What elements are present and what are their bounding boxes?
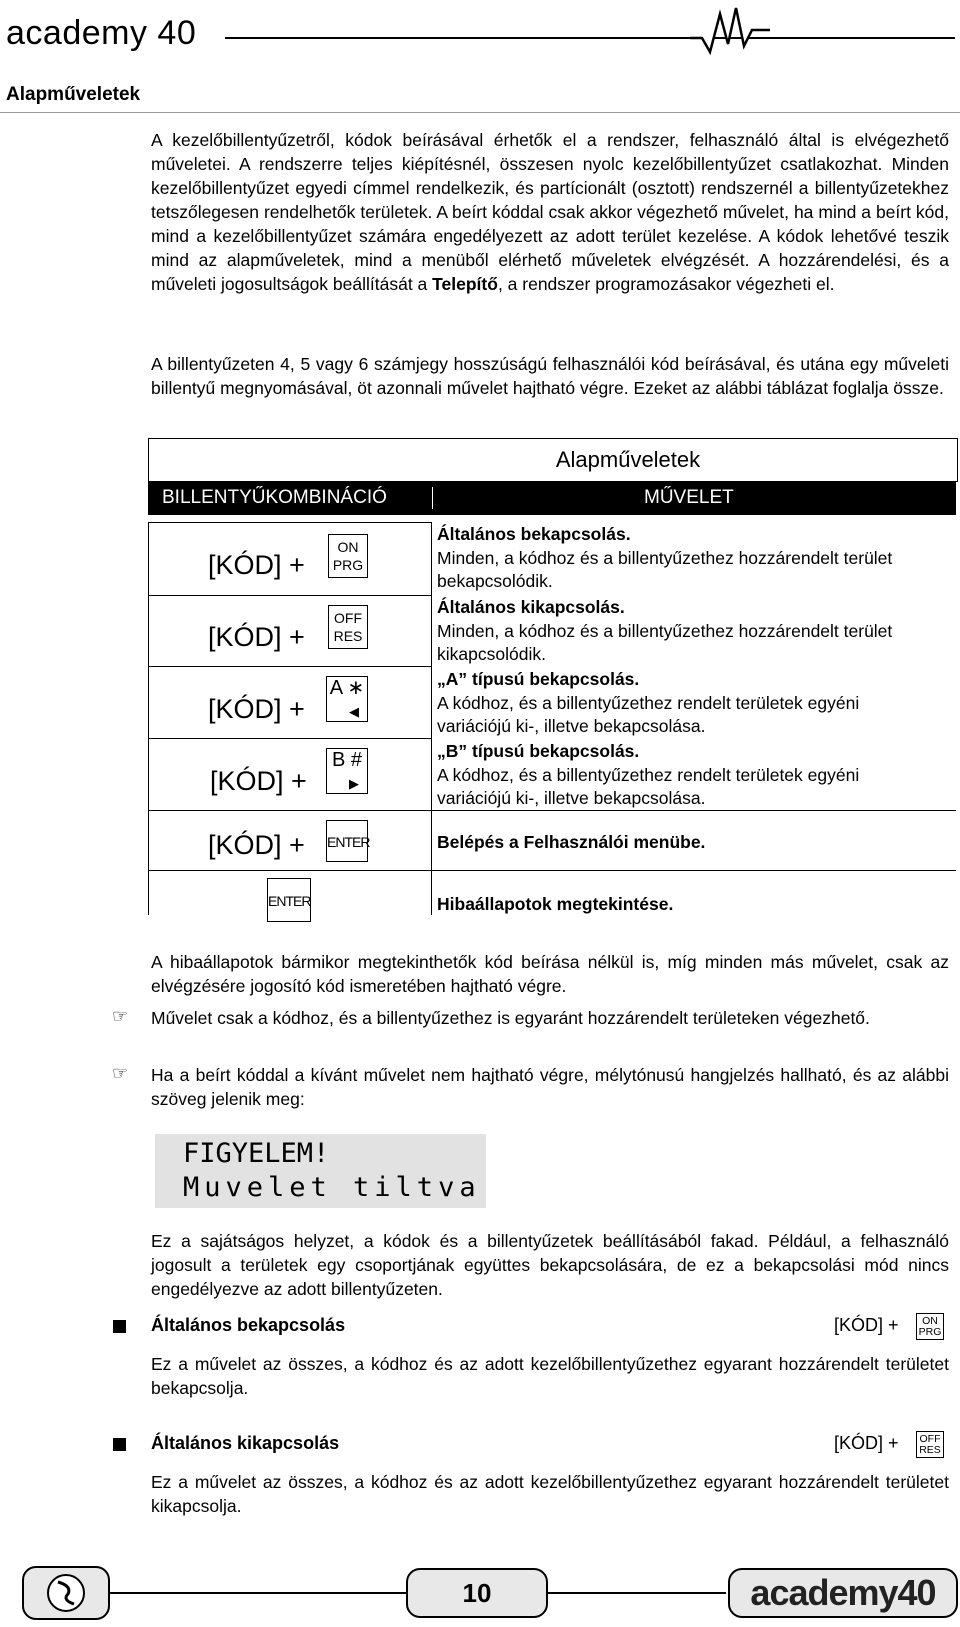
- table-row: „A” típusú bekapcsolás. A kódhoz, és a billentyűzethez rendelt területek egyéni variációjú ki-, illetve bekapcsolása.: [437, 669, 860, 736]
- section-heading: Általános bekapcsolás: [151, 1315, 346, 1335]
- table-header: [148, 481, 956, 515]
- on-prg-key-icon: ON PRG: [328, 534, 368, 578]
- combo-label: [KÓD] +: [834, 1433, 899, 1453]
- view-faults-note: A hibaállapotok bármikor megtekinthetők kód beírása nélkül is, míg minden más művelet, csak az elvégzésére jogosító kód ismeretében hajtható végre.: [151, 952, 949, 996]
- a-star-key-icon: A ∗ ◀: [326, 676, 368, 722]
- pulse-wave-icon: [690, 0, 770, 56]
- company-logo: [22, 1566, 110, 1620]
- section-text: Ez a művelet az összes, a kódhoz és az adott kezelőbillentyűzethez egyarant hozzárendelt területet bekapcsolja.: [151, 1354, 949, 1398]
- column-header-operation: MŰVELET: [644, 487, 734, 508]
- section-title: Alapműveletek: [6, 84, 141, 105]
- table-row-line: [148, 870, 956, 871]
- table-column-divider: [431, 522, 432, 915]
- combo-label: [KÓD] +: [208, 550, 305, 580]
- footer-rule: [546, 1592, 726, 1594]
- combo-label: [KÓD] +: [208, 830, 305, 860]
- combo-label: [KÓD] +: [208, 622, 305, 652]
- table-title: Alapműveletek: [555, 447, 701, 472]
- section-heading: Általános kikapcsolás: [151, 1433, 340, 1453]
- table-row-line: [148, 666, 432, 667]
- combo-label: [KÓD] +: [210, 766, 307, 796]
- table-row-line: [148, 522, 432, 523]
- intro-paragraph-2: A billentyűzeten 4, 5 vagy 6 számjegy hosszúságú felhasználói kód beírásával, és utána egy műveleti billentyű megnyomásával, öt azonnali művelet hajtható végre. Ezeket az alábbi táblázat foglalja össze.: [151, 354, 949, 398]
- enter-key-icon: ENTER: [267, 878, 311, 922]
- combo-label: [KÓD] +: [208, 694, 305, 724]
- table-row-line: [148, 595, 432, 596]
- table-title-box: [148, 438, 958, 482]
- lcd-display: [155, 1134, 486, 1208]
- pointing-hand-icon: ☞: [112, 1006, 129, 1026]
- square-bullet-icon: [113, 1320, 126, 1333]
- table-row: Általános bekapcsolás. Minden, a kódhoz és a billentyűzethez hozzárendelt terület bekapcsolódik.: [437, 524, 893, 591]
- section-text: Ez a művelet az összes, a kódhoz és az adott kezelőbillentyűzethez egyarant hozzárendelt területet kikapcsolja.: [151, 1472, 949, 1516]
- installer-term: Telepítő: [432, 274, 498, 294]
- brand-title: academy 40: [6, 14, 197, 52]
- square-bullet-icon: [113, 1438, 126, 1451]
- off-res-key-icon: OFF RES: [916, 1431, 944, 1458]
- table-row: Belépés a Felhasználói menübe.: [437, 832, 706, 852]
- combo-label: [KÓD] +: [834, 1315, 899, 1335]
- note-text: Ha a beírt kóddal a kívánt művelet nem hajtható végre, mélytónusú hangjelzés hallható, és az alábbi szöveg jelenik meg:: [151, 1065, 949, 1109]
- header-divider: [432, 487, 433, 509]
- b-hash-key-icon: B # ▶: [326, 748, 368, 794]
- table-row: Hibaállapotok megtekintése.: [437, 894, 674, 914]
- on-prg-key-icon: ON PRG: [916, 1313, 944, 1340]
- lcd-line-1: FIGYELEM!: [183, 1138, 330, 1169]
- off-res-key-icon: OFF RES: [328, 605, 368, 649]
- explanation-paragraph: Ez a sajátságos helyzet, a kódok és a billentyűzetek beállításából fakad. Például, a felhasználó jogosult a területek egy csoportjának együttes bekapcsolására, de ez a bekapcsolási mód nincs engedélyezve az adott billentyűzeten.: [151, 1231, 949, 1299]
- enter-key-icon: ENTER: [326, 820, 368, 862]
- header-rule: [225, 37, 955, 39]
- page-number: 10: [406, 1568, 548, 1618]
- section-divider: [0, 112, 960, 113]
- table-row: „B” típusú bekapcsolás. A kódhoz, és a billentyűzethez rendelt területek egyéni variációjú ki-, illetve bekapcsolása.: [437, 741, 860, 808]
- pointing-hand-icon: ☞: [112, 1063, 129, 1083]
- column-header-combination: BILLENTYŰKOMBINÁCIÓ: [162, 487, 387, 508]
- table-row: Általános kikapcsolás. Minden, a kódhoz és a billentyűzethez hozzárendelt terület kikapcsolódik.: [437, 597, 893, 664]
- footer-rule: [108, 1592, 406, 1594]
- logo-mark-icon: [24, 1568, 108, 1618]
- footer-brand: academy40: [728, 1568, 958, 1618]
- lcd-line-2: Muvelet tiltva: [183, 1172, 481, 1203]
- table-row-line: [148, 738, 432, 739]
- intro-paragraph: A kezelőbillentyűzetről, kódok beírásával érhetők el a rendszer, felhasználó által is elvégezhető műveletei. A rendszerre teljes kiépítésnél, összesen nyolc kezelőbillentyűzet csatlakozhat. Minden kezelőbillentyűzet egyedi címmel rendelkezik, és partícionált (osztott) rendszernél a billentyűzetekhez tetszőlegesen rendelhetők területek. A beírt kóddal csak akkor végezhető művelet, ha mind a beírt kód, mind a kezelőbillentyűzet számára engedélyezett az adott terület kezelése. A kódok lehetővé teszik mind az alapműveletek, mind a menüből elérhető műveletek elvégzését. A hozzárendelési, és a műveleti jogosultságok beállítását a Telepítő, a rendszer programozásakor végezheti el.: [151, 130, 949, 294]
- note-text: Művelet csak a kódhoz, és a billentyűzethez is egyaránt hozzárendelt területeken végezhető.: [151, 1008, 870, 1028]
- table-border-left: [148, 522, 149, 915]
